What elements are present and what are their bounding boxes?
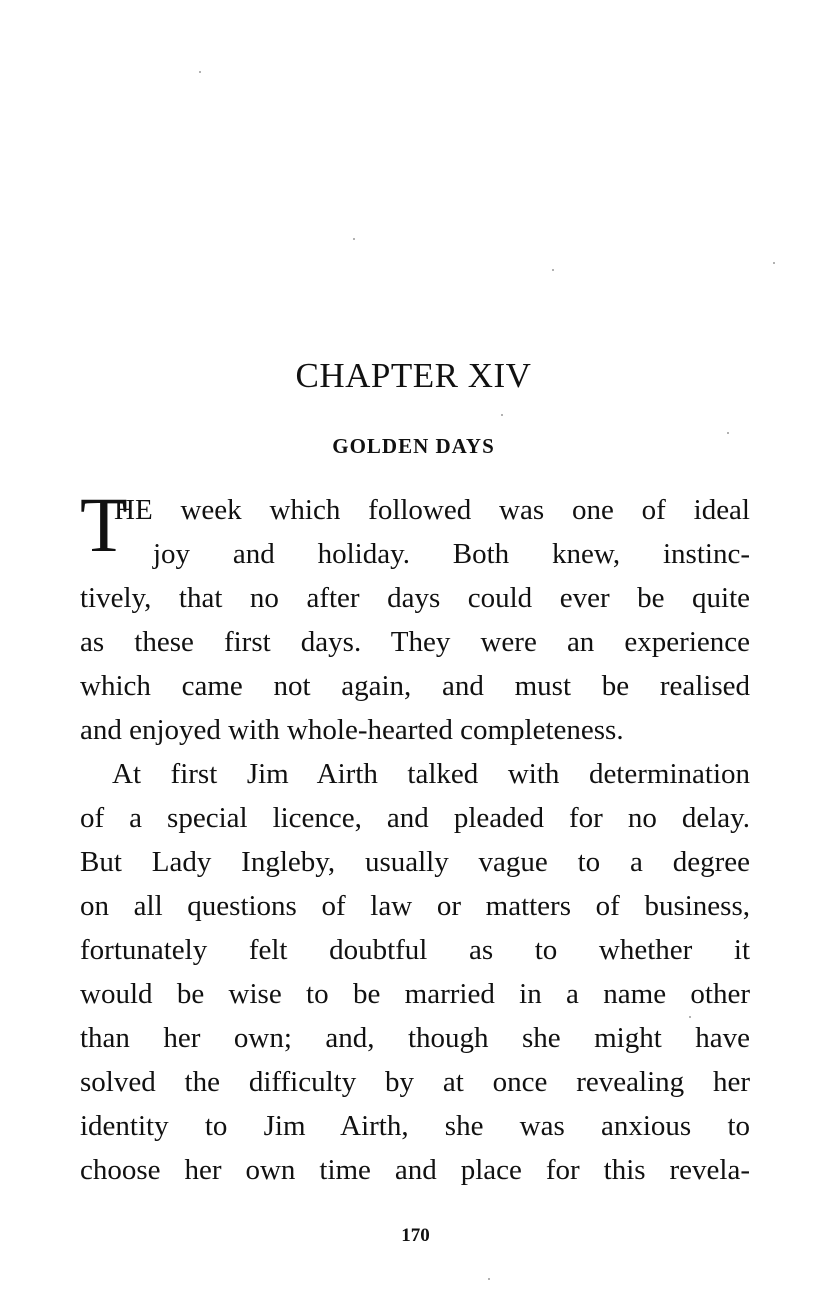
scan-speck xyxy=(689,1016,691,1018)
text-line: joy and holiday. Both knew, instinc- xyxy=(153,538,750,570)
text-line: would be wise to be married in a name other xyxy=(80,978,750,1010)
text-line: on all questions of law or matters of business, xyxy=(80,890,750,922)
text-line: and enjoyed with whole-hearted completeness. xyxy=(80,714,624,746)
scan-speck xyxy=(552,269,554,271)
paragraph-2 xyxy=(80,752,750,1192)
text-line: solved the difficulty by at once revealing her xyxy=(80,1066,750,1098)
scan-speck xyxy=(773,262,775,264)
text-line: fortunately felt doubtful as to whether it xyxy=(80,934,750,966)
scan-speck xyxy=(501,414,503,416)
drop-cap: T xyxy=(80,481,128,568)
text-line: tively, that no after days could ever be quite xyxy=(80,582,750,614)
text-line: HE week which followed was one of ideal xyxy=(114,494,750,526)
chapter-subtitle: GOLDEN DAYS xyxy=(332,434,495,458)
scan-speck xyxy=(353,238,355,240)
scan-speck xyxy=(727,432,729,434)
page-number: 170 xyxy=(401,1225,430,1246)
text-line: of a special licence, and pleaded for no delay. xyxy=(80,802,750,834)
scan-speck xyxy=(199,71,201,73)
text-line: as these first days. They were an experience xyxy=(80,626,750,658)
text-line: than her own; and, though she might have xyxy=(80,1022,750,1054)
text-line: identity to Jim Airth, she was anxious to xyxy=(80,1110,750,1142)
text-line: At first Jim Airth talked with determination xyxy=(112,758,750,790)
text-line: which came not again, and must be realised xyxy=(80,670,750,702)
scan-speck xyxy=(488,1278,490,1280)
paragraph-1 xyxy=(80,481,750,752)
chapter-title: CHAPTER XIV xyxy=(295,356,532,395)
text-line: choose her own time and place for this revela- xyxy=(80,1154,750,1186)
text-line: But Lady Ingleby, usually vague to a degree xyxy=(80,846,750,878)
